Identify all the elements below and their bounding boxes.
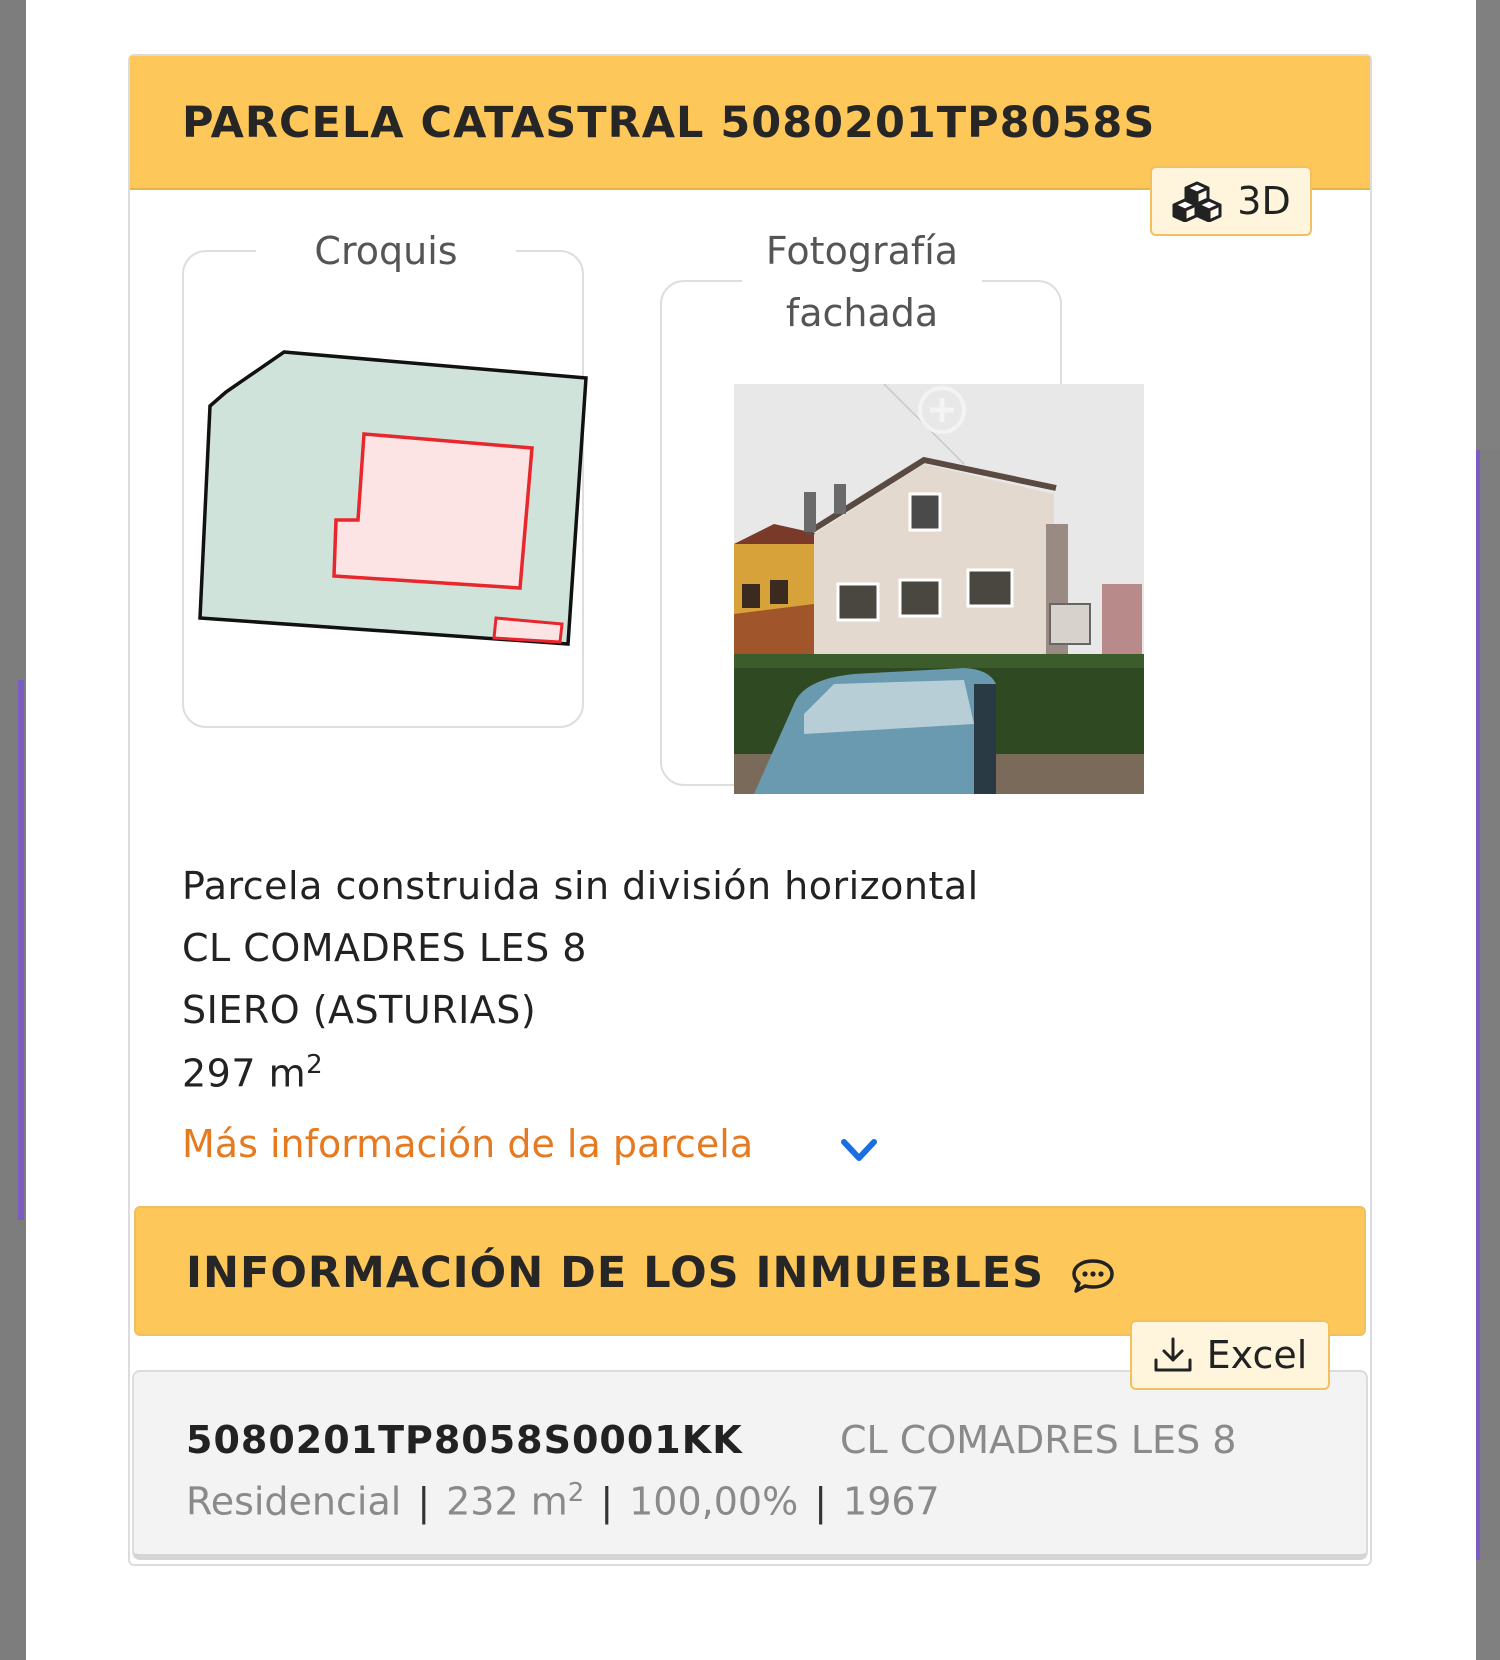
export-excel-label: Excel	[1206, 1333, 1308, 1377]
parcel-type: Parcela construida sin división horizontal	[182, 864, 979, 908]
property-year: 1967	[843, 1479, 940, 1524]
background-map-line	[18, 680, 24, 1220]
export-excel-button[interactable]	[1130, 1320, 1330, 1390]
annex-outline	[494, 618, 562, 642]
separator: |	[600, 1479, 614, 1524]
separator: |	[417, 1479, 431, 1524]
property-area-unit: 2	[567, 1478, 585, 1508]
background-map-edge	[1476, 450, 1500, 1560]
view-3d-label: 3D	[1237, 179, 1291, 223]
facade-photo[interactable]	[734, 384, 1144, 794]
more-info-link[interactable]: Más información de la parcela	[182, 1122, 754, 1166]
property-record[interactable]	[132, 1370, 1368, 1560]
parcel-title: PARCELA CATASTRAL 5080201TP8058S	[182, 98, 1156, 148]
photo-label-2: fachada	[742, 282, 982, 344]
property-meta	[186, 1478, 940, 1524]
properties-header	[134, 1206, 1366, 1336]
property-ref[interactable]: 5080201TP8058S0001KK	[186, 1418, 743, 1462]
parcel-card	[128, 54, 1372, 1566]
parcel-address: CL COMADRES LES 8	[182, 926, 587, 970]
modal-sheet	[26, 0, 1476, 1660]
property-use: Residencial	[186, 1479, 402, 1524]
parcel-sketch	[196, 346, 596, 656]
property-address: CL COMADRES LES 8	[840, 1418, 1237, 1462]
parcel-municipality: SIERO (ASTURIAS)	[182, 988, 537, 1032]
parcel-area-value: 297 m	[182, 1051, 307, 1096]
sketch-label: Croquis	[256, 220, 516, 282]
property-area-value: 232 m	[446, 1479, 568, 1524]
property-share: 100,00%	[629, 1479, 799, 1524]
chat-bubble-icon[interactable]	[1070, 1257, 1116, 1295]
properties-title	[186, 1248, 1116, 1298]
photo-label-1: Fotografía	[742, 220, 982, 282]
parcel-area-unit: 2	[306, 1050, 324, 1080]
building-outline	[334, 434, 532, 588]
cubes-icon	[1171, 180, 1223, 222]
separator: |	[814, 1479, 828, 1524]
download-icon	[1153, 1336, 1193, 1374]
chevron-down-icon[interactable]	[840, 1136, 878, 1166]
facade-image	[734, 384, 1144, 794]
parcel-area	[182, 1050, 323, 1096]
properties-title-text: INFORMACIÓN DE LOS INMUEBLES	[186, 1248, 1045, 1298]
view-3d-button[interactable]	[1150, 166, 1312, 236]
